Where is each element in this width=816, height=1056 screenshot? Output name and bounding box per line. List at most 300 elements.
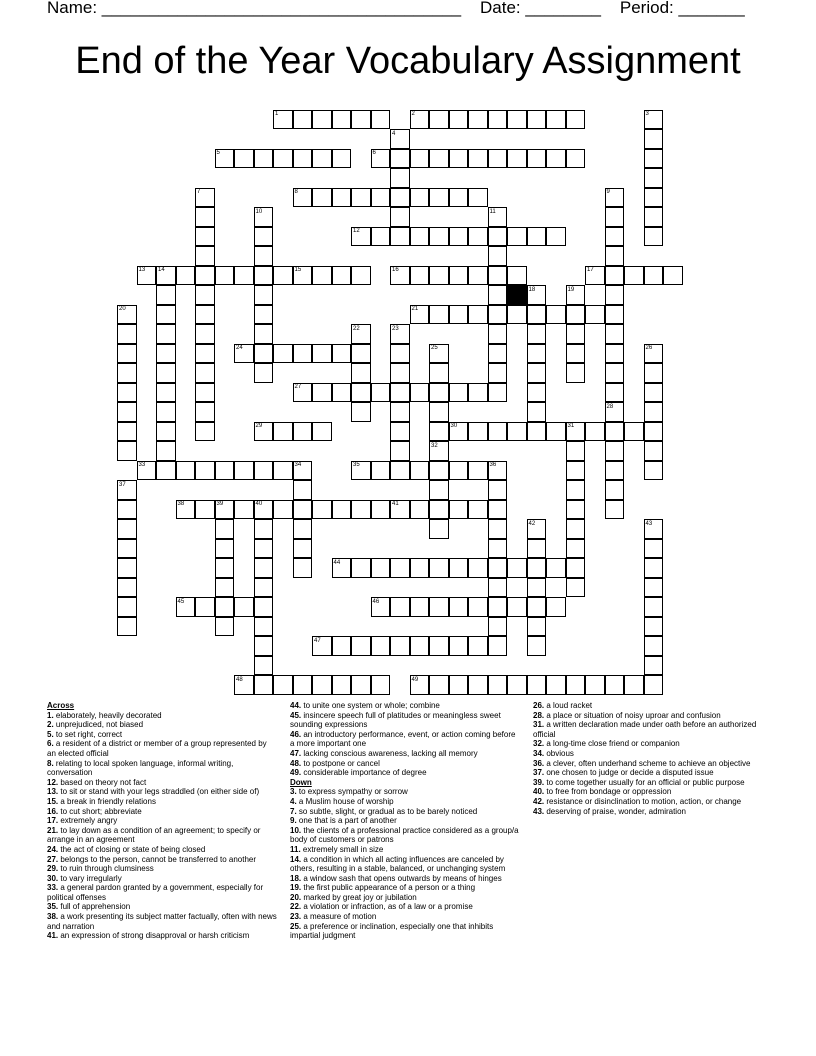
grid-cell[interactable]	[624, 675, 644, 695]
grid-cell[interactable]	[293, 500, 313, 520]
grid-cell[interactable]	[410, 636, 430, 656]
grid-cell[interactable]	[527, 402, 547, 422]
grid-cell[interactable]	[254, 246, 274, 266]
grid-cell[interactable]	[254, 227, 274, 247]
grid-cell[interactable]	[429, 597, 449, 617]
grid-cell[interactable]	[527, 539, 547, 559]
grid-cell[interactable]	[351, 110, 371, 130]
grid-cell[interactable]	[644, 539, 664, 559]
grid-cell[interactable]	[566, 461, 586, 481]
grid-cell[interactable]	[117, 422, 137, 442]
grid-cell[interactable]	[312, 188, 332, 208]
grid-cell[interactable]	[488, 246, 508, 266]
grid-cell[interactable]	[527, 597, 547, 617]
grid-cell[interactable]	[605, 227, 625, 247]
grid-cell[interactable]	[429, 363, 449, 383]
grid-cell[interactable]	[254, 461, 274, 481]
name-field-label[interactable]: Name: ______________________________________	[47, 0, 462, 17]
grid-cell[interactable]	[312, 149, 332, 169]
grid-cell[interactable]	[410, 149, 430, 169]
grid-cell[interactable]	[644, 383, 664, 403]
grid-cell[interactable]	[254, 305, 274, 325]
grid-cell[interactable]	[429, 519, 449, 539]
grid-cell[interactable]	[449, 110, 469, 130]
grid-cell[interactable]	[390, 168, 410, 188]
grid-cell[interactable]	[566, 500, 586, 520]
grid-cell[interactable]	[468, 422, 488, 442]
grid-cell[interactable]	[566, 324, 586, 344]
grid-cell[interactable]	[371, 461, 391, 481]
grid-cell[interactable]	[507, 149, 527, 169]
date-field-label[interactable]: Date: ________	[479, 0, 601, 17]
grid-cell[interactable]	[468, 305, 488, 325]
grid-cell[interactable]	[195, 227, 215, 247]
grid-cell[interactable]	[429, 110, 449, 130]
grid-cell[interactable]	[332, 110, 352, 130]
grid-cell[interactable]	[351, 383, 371, 403]
grid-cell[interactable]	[644, 188, 664, 208]
grid-cell[interactable]	[468, 461, 488, 481]
grid-cell[interactable]	[254, 636, 274, 656]
grid-cell[interactable]	[644, 363, 664, 383]
grid-cell[interactable]	[117, 344, 137, 364]
grid-cell[interactable]	[410, 500, 430, 520]
grid-cell[interactable]	[390, 227, 410, 247]
grid-cell[interactable]	[351, 363, 371, 383]
grid-cell[interactable]	[605, 324, 625, 344]
grid-cell[interactable]	[449, 266, 469, 286]
grid-cell[interactable]	[215, 558, 235, 578]
grid-cell[interactable]	[429, 383, 449, 403]
grid-cell[interactable]	[351, 500, 371, 520]
grid-cell[interactable]	[117, 363, 137, 383]
grid-cell[interactable]	[234, 461, 254, 481]
grid-cell[interactable]	[429, 636, 449, 656]
grid-cell[interactable]	[507, 227, 527, 247]
grid-cell[interactable]	[234, 597, 254, 617]
grid-cell[interactable]	[507, 110, 527, 130]
grid-cell[interactable]	[293, 149, 313, 169]
grid-cell[interactable]	[527, 344, 547, 364]
grid-cell[interactable]	[273, 461, 293, 481]
grid-cell[interactable]	[605, 480, 625, 500]
grid-cell[interactable]	[449, 305, 469, 325]
grid-cell[interactable]	[156, 324, 176, 344]
grid-cell[interactable]	[644, 578, 664, 598]
grid-cell[interactable]	[488, 305, 508, 325]
grid-cell[interactable]	[468, 227, 488, 247]
grid-cell[interactable]	[371, 500, 391, 520]
grid-cell[interactable]	[312, 266, 332, 286]
grid-cell[interactable]	[332, 636, 352, 656]
grid-cell[interactable]	[605, 363, 625, 383]
grid-cell[interactable]	[488, 519, 508, 539]
grid-cell[interactable]	[468, 149, 488, 169]
grid-cell[interactable]	[312, 500, 332, 520]
grid-cell[interactable]	[527, 675, 547, 695]
grid-cell[interactable]	[527, 422, 547, 442]
grid-cell[interactable]	[449, 149, 469, 169]
grid-cell[interactable]	[254, 675, 274, 695]
grid-cell[interactable]	[234, 149, 254, 169]
grid-cell[interactable]	[273, 344, 293, 364]
grid-cell[interactable]	[390, 207, 410, 227]
grid-cell[interactable]	[312, 344, 332, 364]
grid-cell[interactable]	[566, 480, 586, 500]
grid-cell[interactable]	[527, 110, 547, 130]
grid-cell[interactable]	[468, 266, 488, 286]
grid-cell[interactable]	[546, 675, 566, 695]
grid-cell[interactable]	[566, 149, 586, 169]
grid-cell[interactable]	[176, 461, 196, 481]
grid-cell[interactable]	[429, 266, 449, 286]
grid-cell[interactable]	[254, 324, 274, 344]
grid-cell[interactable]	[527, 617, 547, 637]
grid-cell[interactable]	[117, 441, 137, 461]
grid-cell[interactable]	[605, 675, 625, 695]
grid-cell[interactable]	[468, 500, 488, 520]
grid-cell[interactable]	[195, 207, 215, 227]
grid-cell[interactable]	[527, 383, 547, 403]
grid-cell[interactable]	[605, 461, 625, 481]
grid-cell[interactable]	[371, 383, 391, 403]
grid-cell[interactable]	[215, 519, 235, 539]
grid-cell[interactable]	[293, 558, 313, 578]
grid-cell[interactable]	[566, 363, 586, 383]
grid-cell[interactable]	[644, 558, 664, 578]
grid-cell[interactable]	[488, 344, 508, 364]
grid-cell[interactable]	[488, 558, 508, 578]
grid-cell[interactable]	[312, 422, 332, 442]
grid-cell[interactable]	[390, 383, 410, 403]
grid-cell[interactable]	[566, 305, 586, 325]
grid-cell[interactable]	[215, 266, 235, 286]
grid-cell[interactable]	[351, 344, 371, 364]
grid-cell[interactable]	[488, 110, 508, 130]
grid-cell[interactable]	[117, 558, 137, 578]
grid-cell[interactable]	[527, 149, 547, 169]
grid-cell[interactable]	[410, 461, 430, 481]
grid-cell[interactable]	[644, 636, 664, 656]
period-field-label[interactable]: Period: _______	[619, 0, 745, 17]
grid-cell[interactable]	[390, 422, 410, 442]
grid-cell[interactable]	[585, 422, 605, 442]
grid-cell[interactable]	[195, 422, 215, 442]
grid-cell[interactable]	[156, 461, 176, 481]
grid-cell[interactable]	[605, 344, 625, 364]
grid-cell[interactable]	[527, 363, 547, 383]
grid-cell[interactable]	[449, 597, 469, 617]
grid-cell[interactable]	[254, 656, 274, 676]
grid-cell[interactable]	[605, 207, 625, 227]
grid-cell[interactable]	[195, 383, 215, 403]
grid-cell[interactable]	[254, 558, 274, 578]
grid-cell[interactable]	[195, 246, 215, 266]
grid-cell[interactable]	[644, 617, 664, 637]
grid-cell[interactable]	[566, 675, 586, 695]
grid-cell[interactable]	[429, 558, 449, 578]
grid-cell[interactable]	[351, 266, 371, 286]
grid-cell[interactable]	[488, 597, 508, 617]
grid-cell[interactable]	[156, 383, 176, 403]
grid-cell[interactable]	[644, 441, 664, 461]
grid-cell[interactable]	[254, 539, 274, 559]
grid-cell[interactable]	[156, 285, 176, 305]
grid-cell[interactable]	[410, 558, 430, 578]
grid-cell[interactable]	[215, 617, 235, 637]
grid-cell[interactable]	[215, 461, 235, 481]
grid-cell[interactable]	[371, 110, 391, 130]
grid-cell[interactable]	[507, 675, 527, 695]
grid-cell[interactable]	[527, 578, 547, 598]
grid-cell[interactable]	[312, 383, 332, 403]
grid-cell[interactable]	[273, 149, 293, 169]
grid-cell[interactable]	[312, 675, 332, 695]
grid-cell[interactable]	[390, 188, 410, 208]
grid-cell[interactable]	[273, 266, 293, 286]
grid-cell[interactable]	[293, 422, 313, 442]
grid-cell[interactable]	[195, 363, 215, 383]
grid-cell[interactable]	[390, 461, 410, 481]
grid-cell[interactable]	[644, 461, 664, 481]
grid-cell[interactable]	[449, 558, 469, 578]
grid-cell[interactable]	[429, 675, 449, 695]
grid-cell[interactable]	[351, 188, 371, 208]
grid-cell[interactable]	[507, 558, 527, 578]
grid-cell[interactable]	[605, 441, 625, 461]
grid-cell[interactable]	[156, 363, 176, 383]
grid-cell[interactable]	[429, 500, 449, 520]
grid-cell[interactable]	[117, 383, 137, 403]
grid-cell[interactable]	[488, 422, 508, 442]
grid-cell[interactable]	[468, 558, 488, 578]
grid-cell[interactable]	[351, 675, 371, 695]
grid-cell[interactable]	[488, 500, 508, 520]
grid-cell[interactable]	[195, 305, 215, 325]
grid-cell[interactable]	[312, 110, 332, 130]
grid-cell[interactable]	[390, 597, 410, 617]
grid-cell[interactable]	[605, 285, 625, 305]
grid-cell[interactable]	[117, 539, 137, 559]
grid-cell[interactable]	[507, 422, 527, 442]
grid-cell[interactable]	[449, 461, 469, 481]
grid-cell[interactable]	[644, 168, 664, 188]
grid-cell[interactable]	[117, 597, 137, 617]
grid-cell[interactable]	[254, 519, 274, 539]
grid-cell[interactable]	[507, 266, 527, 286]
grid-cell[interactable]	[273, 422, 293, 442]
grid-cell[interactable]	[468, 597, 488, 617]
grid-cell[interactable]	[546, 558, 566, 578]
grid-cell[interactable]	[390, 402, 410, 422]
grid-cell[interactable]	[195, 461, 215, 481]
grid-cell[interactable]	[390, 441, 410, 461]
grid-cell[interactable]	[566, 344, 586, 364]
grid-cell[interactable]	[195, 597, 215, 617]
grid-cell[interactable]	[585, 305, 605, 325]
grid-cell[interactable]	[449, 675, 469, 695]
grid-cell[interactable]	[117, 402, 137, 422]
grid-cell[interactable]	[429, 402, 449, 422]
grid-cell[interactable]	[488, 578, 508, 598]
grid-cell[interactable]	[371, 188, 391, 208]
grid-cell[interactable]	[605, 246, 625, 266]
grid-cell[interactable]	[195, 402, 215, 422]
grid-cell[interactable]	[254, 363, 274, 383]
grid-cell[interactable]	[488, 324, 508, 344]
grid-cell[interactable]	[390, 636, 410, 656]
grid-cell[interactable]	[546, 149, 566, 169]
grid-cell[interactable]	[176, 266, 196, 286]
grid-cell[interactable]	[527, 324, 547, 344]
grid-cell[interactable]	[429, 305, 449, 325]
grid-cell[interactable]	[488, 363, 508, 383]
grid-cell[interactable]	[293, 519, 313, 539]
grid-cell[interactable]	[546, 110, 566, 130]
grid-cell[interactable]	[332, 500, 352, 520]
grid-cell[interactable]	[273, 675, 293, 695]
grid-cell[interactable]	[215, 578, 235, 598]
grid-cell[interactable]	[195, 344, 215, 364]
grid-cell[interactable]	[410, 383, 430, 403]
grid-cell[interactable]	[117, 324, 137, 344]
grid-cell[interactable]	[566, 110, 586, 130]
grid-cell[interactable]	[605, 500, 625, 520]
grid-cell[interactable]	[254, 149, 274, 169]
grid-cell[interactable]	[351, 402, 371, 422]
grid-cell[interactable]	[254, 285, 274, 305]
grid-cell[interactable]	[449, 636, 469, 656]
grid-cell[interactable]	[156, 422, 176, 442]
grid-cell[interactable]	[624, 422, 644, 442]
grid-cell[interactable]	[293, 344, 313, 364]
grid-cell[interactable]	[254, 266, 274, 286]
grid-cell[interactable]	[117, 500, 137, 520]
grid-cell[interactable]	[390, 363, 410, 383]
grid-cell[interactable]	[156, 305, 176, 325]
grid-cell[interactable]	[644, 402, 664, 422]
grid-cell[interactable]	[468, 636, 488, 656]
grid-cell[interactable]	[117, 617, 137, 637]
grid-cell[interactable]	[332, 266, 352, 286]
grid-cell[interactable]	[507, 597, 527, 617]
grid-cell[interactable]	[195, 285, 215, 305]
grid-cell[interactable]	[429, 227, 449, 247]
grid-cell[interactable]	[371, 558, 391, 578]
grid-cell[interactable]	[449, 383, 469, 403]
grid-cell[interactable]	[488, 266, 508, 286]
grid-cell[interactable]	[254, 617, 274, 637]
grid-cell[interactable]	[644, 266, 664, 286]
grid-cell[interactable]	[488, 149, 508, 169]
grid-cell[interactable]	[332, 675, 352, 695]
grid-cell[interactable]	[546, 422, 566, 442]
grid-cell[interactable]	[293, 539, 313, 559]
grid-cell[interactable]	[644, 207, 664, 227]
grid-cell[interactable]	[254, 597, 274, 617]
grid-cell[interactable]	[507, 305, 527, 325]
grid-cell[interactable]	[429, 480, 449, 500]
grid-cell[interactable]	[215, 597, 235, 617]
grid-cell[interactable]	[293, 480, 313, 500]
grid-cell[interactable]	[293, 110, 313, 130]
grid-cell[interactable]	[546, 305, 566, 325]
grid-cell[interactable]	[332, 383, 352, 403]
grid-cell[interactable]	[527, 558, 547, 578]
grid-cell[interactable]	[410, 227, 430, 247]
grid-cell[interactable]	[605, 422, 625, 442]
grid-cell[interactable]	[566, 539, 586, 559]
grid-cell[interactable]	[468, 110, 488, 130]
grid-cell[interactable]	[390, 558, 410, 578]
grid-cell[interactable]	[546, 597, 566, 617]
grid-cell[interactable]	[527, 636, 547, 656]
grid-cell[interactable]	[156, 344, 176, 364]
grid-cell[interactable]	[644, 597, 664, 617]
grid-cell[interactable]	[410, 188, 430, 208]
grid-cell[interactable]	[468, 675, 488, 695]
grid-cell[interactable]	[195, 266, 215, 286]
grid-cell[interactable]	[468, 188, 488, 208]
grid-cell[interactable]	[566, 558, 586, 578]
grid-cell[interactable]	[546, 227, 566, 247]
grid-cell[interactable]	[371, 227, 391, 247]
grid-cell[interactable]	[644, 129, 664, 149]
grid-cell[interactable]	[488, 636, 508, 656]
grid-cell[interactable]	[449, 500, 469, 520]
grid-cell[interactable]	[605, 266, 625, 286]
grid-cell[interactable]	[488, 617, 508, 637]
grid-cell[interactable]	[644, 149, 664, 169]
grid-cell[interactable]	[488, 285, 508, 305]
grid-cell[interactable]	[429, 461, 449, 481]
grid-cell[interactable]	[117, 519, 137, 539]
grid-cell[interactable]	[644, 422, 664, 442]
grid-cell[interactable]	[156, 402, 176, 422]
grid-cell[interactable]	[429, 188, 449, 208]
grid-cell[interactable]	[234, 266, 254, 286]
grid-cell[interactable]	[410, 266, 430, 286]
grid-cell[interactable]	[624, 266, 644, 286]
grid-cell[interactable]	[488, 675, 508, 695]
grid-cell[interactable]	[566, 441, 586, 461]
grid-cell[interactable]	[410, 597, 430, 617]
grid-cell[interactable]	[254, 344, 274, 364]
grid-cell[interactable]	[293, 675, 313, 695]
grid-cell[interactable]	[449, 227, 469, 247]
grid-cell[interactable]	[585, 675, 605, 695]
grid-cell[interactable]	[429, 149, 449, 169]
grid-cell[interactable]	[663, 266, 683, 286]
grid-cell[interactable]	[332, 188, 352, 208]
grid-cell[interactable]	[644, 656, 664, 676]
grid-cell[interactable]	[351, 558, 371, 578]
grid-cell[interactable]	[605, 383, 625, 403]
grid-cell[interactable]	[254, 578, 274, 598]
grid-cell[interactable]	[371, 636, 391, 656]
grid-cell[interactable]	[644, 227, 664, 247]
grid-cell[interactable]	[156, 441, 176, 461]
grid-cell[interactable]	[371, 675, 391, 695]
grid-cell[interactable]	[195, 324, 215, 344]
grid-cell[interactable]	[605, 305, 625, 325]
grid-cell[interactable]	[332, 149, 352, 169]
grid-cell[interactable]	[195, 500, 215, 520]
grid-cell[interactable]	[351, 636, 371, 656]
grid-cell[interactable]	[488, 539, 508, 559]
grid-cell[interactable]	[234, 500, 254, 520]
grid-cell[interactable]	[527, 227, 547, 247]
